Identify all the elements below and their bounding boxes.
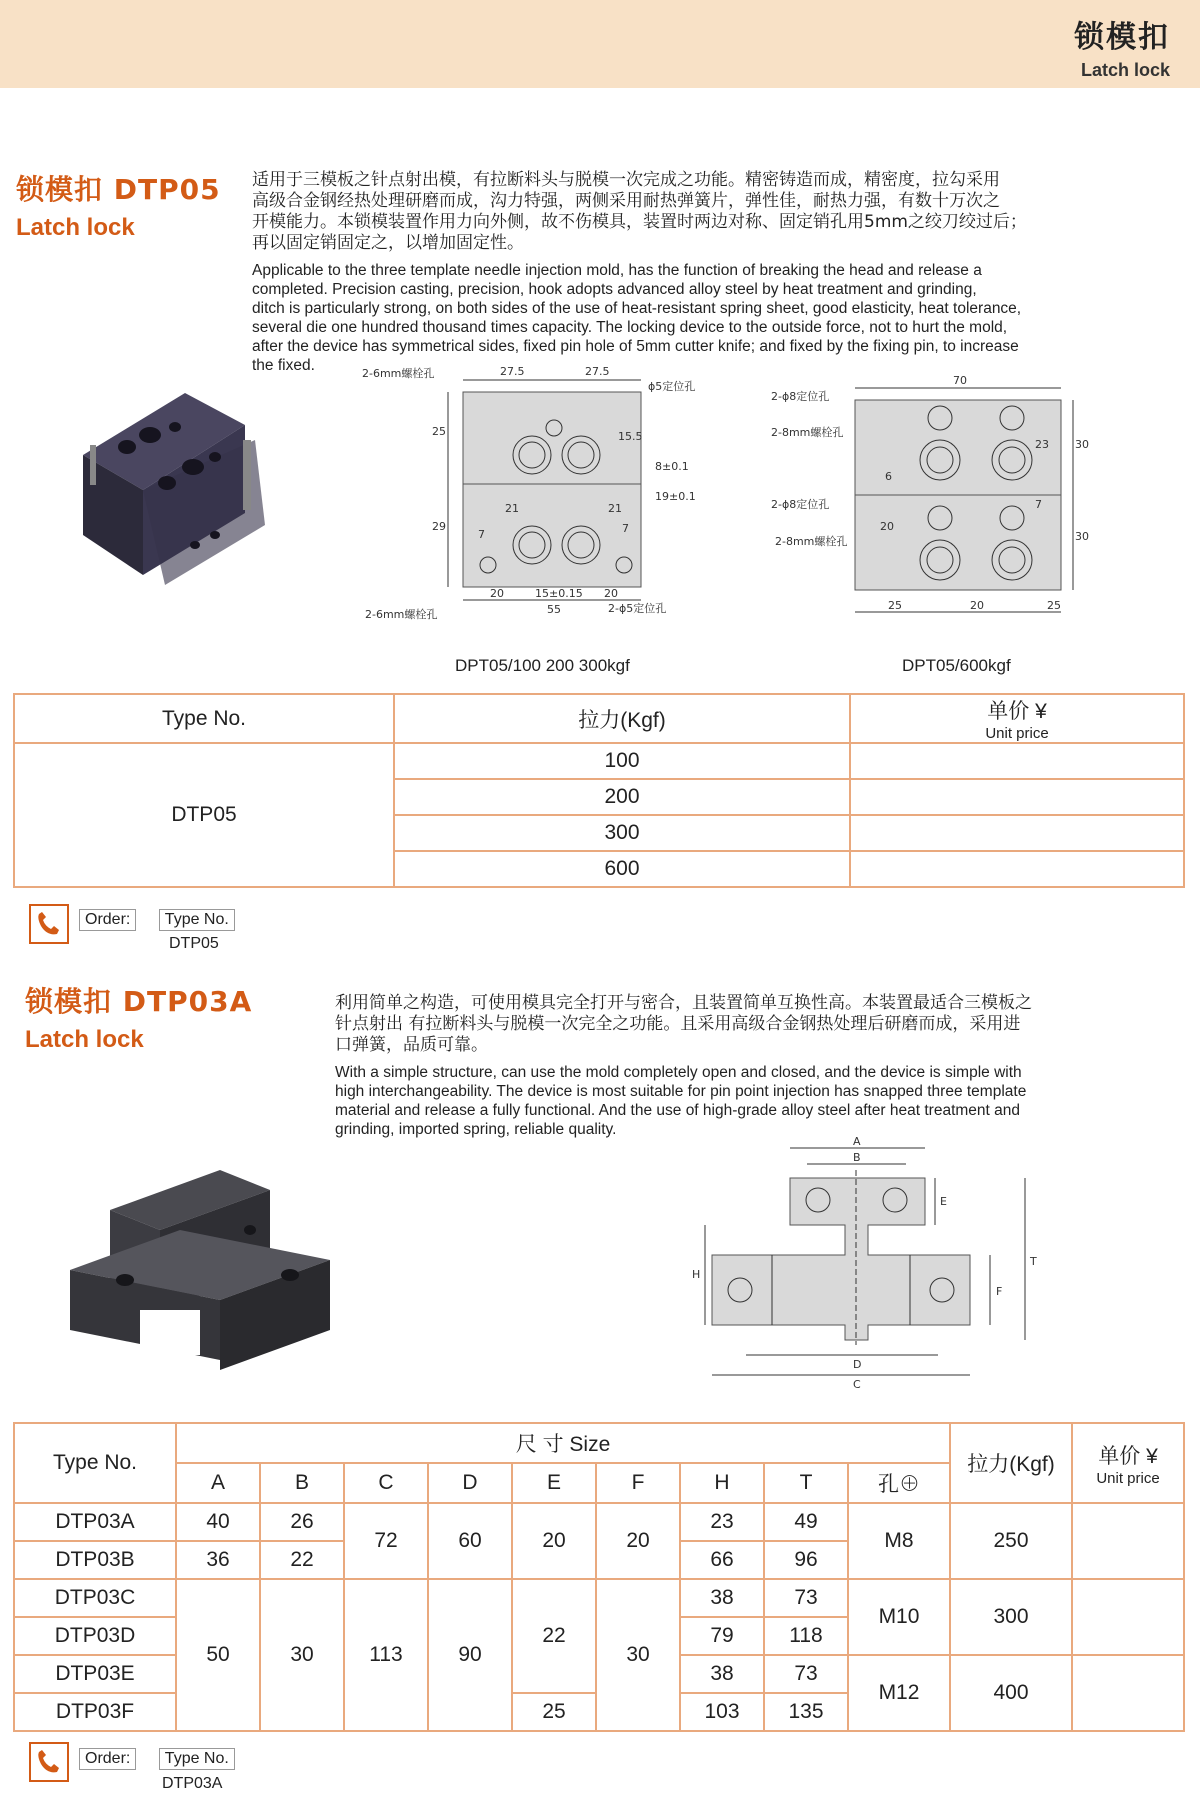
sec2-desc-zh-line: 利用简单之构造，可使用模具完全打开与密合，且装置简单互换性高。本装置最适合三模板之	[335, 993, 1032, 1013]
dtp05-spec-table	[13, 693, 1185, 888]
table-cell-price	[1072, 1655, 1184, 1731]
dim-value: 15.5	[618, 430, 643, 443]
table-header-type: Type No.	[14, 694, 394, 743]
sec2-desc-en-line: grinding, imported spring, reliable quality.	[335, 1121, 617, 1138]
dim-letter: H	[692, 1268, 701, 1281]
table-cell: 135	[764, 1693, 848, 1731]
table-cell: 66	[680, 1541, 764, 1579]
dim-value: 27.5	[500, 365, 525, 378]
order-label: Order:	[79, 909, 136, 931]
table-cell: M10	[848, 1579, 950, 1655]
col-header: C	[344, 1463, 428, 1503]
table-cell: 73	[764, 1579, 848, 1617]
table-cell-price	[850, 779, 1184, 815]
table-header-price	[850, 694, 1184, 743]
drawing-2-caption: DPT05/600kgf	[902, 656, 1011, 675]
phone-icon	[29, 1742, 69, 1782]
dim-value: 7	[622, 522, 629, 535]
dim-value: 21	[505, 502, 519, 515]
dtp05-drawing-1	[360, 360, 696, 650]
table-cell: 96	[764, 1541, 848, 1579]
dim-letter: C	[853, 1378, 861, 1391]
table-cell: 90	[428, 1579, 512, 1731]
table-cell-type: DTP05	[14, 743, 394, 887]
table-cell: 113	[344, 1579, 428, 1731]
table-cell-price	[850, 815, 1184, 851]
table-cell: 23	[680, 1503, 764, 1541]
phone-icon	[29, 904, 69, 944]
table-cell: 20	[512, 1503, 596, 1579]
sec2-desc-en-line: With a simple structure, can use the mold completely open and closed, and the device is simple with	[335, 1064, 1022, 1081]
sec2-desc-zh	[335, 993, 1175, 1056]
table-cell: 30	[596, 1579, 680, 1731]
header-title-zh: 锁模扣	[1074, 20, 1170, 55]
sec1-desc-zh	[252, 170, 1172, 254]
sec1-title-zh: 锁模扣 DTP05	[16, 173, 221, 206]
table-cell-force: 200	[394, 779, 850, 815]
col-header: E	[512, 1463, 596, 1503]
sec1-desc-en-line: completed. Precision casting, precision, hook adopts advanced alloy steel by heat treatment and grinding,	[252, 281, 977, 298]
sec1-desc-en-line: Applicable to the three template needle injection mold, has the function of breaking the head and release a	[252, 262, 982, 279]
dim-value: 15±0.15	[535, 587, 583, 600]
col-header: D	[428, 1463, 512, 1503]
table-cell: 400	[950, 1655, 1072, 1731]
table-cell-force: 600	[394, 851, 850, 887]
table-cell: 36	[176, 1541, 260, 1579]
sec1-title	[16, 168, 221, 242]
table-cell-type: DTP03B	[14, 1541, 176, 1579]
table-cell: 25	[512, 1693, 596, 1731]
dtp05-product-photo	[75, 385, 290, 605]
sec1-desc-en	[252, 261, 1172, 375]
dim-value: 8±0.1	[655, 460, 689, 473]
table-header-size: 尺 寸 Size	[176, 1423, 950, 1463]
table-cell: 50	[176, 1579, 260, 1731]
dim-value: 25	[1047, 599, 1061, 612]
dim-value: 20	[970, 599, 984, 612]
table-cell: M12	[848, 1655, 950, 1731]
sec2-desc-en	[335, 1063, 1175, 1139]
sec2-title-zh: 锁模扣 DTP03A	[25, 985, 253, 1018]
table-cell-type: DTP03E	[14, 1655, 176, 1693]
dtp03-spec-table	[13, 1422, 1185, 1732]
sec2-title	[25, 980, 252, 1054]
dim-label: 2-ϕ8定位孔	[771, 498, 830, 511]
table-cell-type: DTP03A	[14, 1503, 176, 1541]
price-en: Unit price	[1096, 1469, 1160, 1487]
dim-label: ϕ5定位孔	[648, 380, 696, 393]
dim-value: 7	[478, 528, 485, 541]
sec1-desc-zh-line: 再以固定销固定之，以增加固定性。	[252, 233, 524, 253]
table-cell-type: DTP03D	[14, 1617, 176, 1655]
sec2-desc-en-line: material and release a fully functional. And the use of high-grade alloy steel after heat treatment and	[335, 1102, 1021, 1119]
table-cell-force: 300	[394, 815, 850, 851]
table-cell-force: 100	[394, 743, 850, 779]
dim-value: 25	[432, 425, 446, 438]
table-cell: 250	[950, 1503, 1072, 1579]
sec1-title-en: Latch lock	[16, 214, 135, 241]
order-type-value: DTP03A	[162, 1775, 223, 1792]
order-block-1	[79, 909, 235, 931]
table-cell-price	[1072, 1579, 1184, 1655]
header-band	[0, 0, 1200, 88]
col-header: A	[176, 1463, 260, 1503]
price-zh: 单价 ¥	[987, 700, 1047, 723]
dim-value: 27.5	[585, 365, 610, 378]
dim-label: 2-ϕ8定位孔	[771, 390, 830, 403]
dim-label: 2-ϕ5定位孔	[608, 602, 667, 615]
table-cell-price	[850, 743, 1184, 779]
table-cell: 300	[950, 1579, 1072, 1655]
dim-letter: D	[853, 1358, 862, 1371]
dim-letter: A	[853, 1135, 861, 1148]
dim-label: 2-6mm螺栓孔	[365, 608, 438, 621]
table-cell: 22	[512, 1579, 596, 1693]
sec2-title-en: Latch lock	[25, 1026, 144, 1053]
drawing-1-caption: DPT05/100 200 300kgf	[455, 656, 630, 675]
dim-letter: B	[853, 1151, 861, 1164]
table-cell: 118	[764, 1617, 848, 1655]
table-header-type: Type No.	[14, 1423, 176, 1503]
col-header: T	[764, 1463, 848, 1503]
col-header: 孔⊕	[848, 1463, 950, 1503]
dim-value: 25	[888, 599, 902, 612]
dim-label: 2-8mm螺栓孔	[775, 535, 848, 548]
dtp03a-product-photo	[60, 1160, 330, 1380]
sec1-desc-zh-line: 高级合金钢经热处理研磨而成，沟力特强，两侧采用耐热弹簧片，弹性佳，耐热力强，有数十万次之	[252, 191, 1000, 211]
dim-value: 6	[885, 470, 892, 483]
table-cell: 60	[428, 1503, 512, 1579]
dtp03a-drawing	[670, 1130, 1070, 1415]
dim-letter: E	[940, 1195, 947, 1208]
table-cell: 26	[260, 1503, 344, 1541]
col-header: F	[596, 1463, 680, 1503]
dim-label: 2-8mm螺栓孔	[771, 426, 844, 439]
table-cell: 40	[176, 1503, 260, 1541]
dim-value: 7	[1035, 498, 1042, 511]
dim-letter: F	[996, 1285, 1003, 1298]
col-header: B	[260, 1463, 344, 1503]
table-cell: 22	[260, 1541, 344, 1579]
table-cell: M8	[848, 1503, 950, 1579]
table-cell-price	[1072, 1503, 1184, 1579]
table-cell-price	[850, 851, 1184, 887]
sec1-desc-zh-line: 适用于三模板之针点射出模，有拉断料头与脱模一次完成之功能。精密铸造而成，精密度，拉勾采用	[252, 170, 1000, 190]
order-block-2	[79, 1748, 235, 1770]
sec2-desc-zh-line: 口弹簧，品质可靠。	[335, 1035, 488, 1055]
table-cell: 72	[344, 1503, 428, 1579]
dim-label: 2-6mm螺栓孔	[362, 367, 435, 380]
table-cell: 38	[680, 1579, 764, 1617]
sec1-desc-zh-line: 开模能力。本锁模装置作用力向外侧，故不伤模具，装置时两边对称、固定销孔用5mm之绞刀绞过后；	[252, 212, 1027, 232]
sec2-desc-en-line: high interchangeability. The device is most suitable for pin point injection has snapped three template	[335, 1083, 1027, 1100]
order-label: Order:	[79, 1748, 136, 1770]
dim-value: 21	[608, 502, 622, 515]
table-cell-type: DTP03C	[14, 1579, 176, 1617]
sec1-desc-en-line: after the device has symmetrical sides, fixed pin hole of 5mm cutter knife; and fixed by the fixing pin, to increase	[252, 338, 1019, 355]
dim-letter: T	[1030, 1255, 1037, 1268]
table-cell: 38	[680, 1655, 764, 1693]
page-header	[1074, 12, 1170, 81]
dim-value: 70	[953, 374, 967, 387]
dim-value: 23	[1035, 438, 1049, 451]
dtp05-drawing-2	[765, 360, 1125, 630]
table-cell: 103	[680, 1693, 764, 1731]
order-type-label: Type No.	[159, 1748, 235, 1770]
sec2-desc-zh-line: 针点射出 有拉断料头与脱模一次完全之功能。且采用高级合金钢热处理后研磨而成，采用进	[335, 1014, 1021, 1034]
table-cell: 79	[680, 1617, 764, 1655]
table-cell: 73	[764, 1655, 848, 1693]
table-header-force: 拉力(Kgf)	[950, 1423, 1072, 1503]
table-cell: 49	[764, 1503, 848, 1541]
table-cell: 30	[260, 1579, 344, 1731]
table-header-force: 拉力(Kgf)	[394, 694, 850, 743]
price-zh: 单价 ¥	[1098, 1444, 1158, 1468]
sec1-desc-en-line: ditch is particularly strong, on both sides of the use of heat-resistant spring sheet, good elasticity, heat tolerance,	[252, 300, 1022, 317]
sec1-desc-en-line: several die one hundred thousand times capacity. The locking device to the outside force, not to hurt the mold,	[252, 319, 1008, 336]
price-en: Unit price	[985, 725, 1049, 742]
table-header-price	[1072, 1423, 1184, 1503]
table-cell-type: DTP03F	[14, 1693, 176, 1731]
table-cell: 20	[596, 1503, 680, 1579]
dim-value: 20	[490, 587, 504, 600]
sec1-desc-en-line: the fixed.	[252, 357, 315, 374]
col-header: H	[680, 1463, 764, 1503]
dim-value: 30	[1075, 530, 1089, 543]
dim-value: 29	[432, 520, 446, 533]
dim-value: 20	[880, 520, 894, 533]
header-title-en: Latch lock	[1080, 60, 1170, 80]
dim-value: 19±0.1	[655, 490, 696, 503]
dim-value: 55	[547, 603, 561, 616]
order-type-label: Type No.	[159, 909, 235, 931]
dim-value: 30	[1075, 438, 1089, 451]
order-type-value: DTP05	[169, 935, 219, 952]
dim-value: 20	[604, 587, 618, 600]
